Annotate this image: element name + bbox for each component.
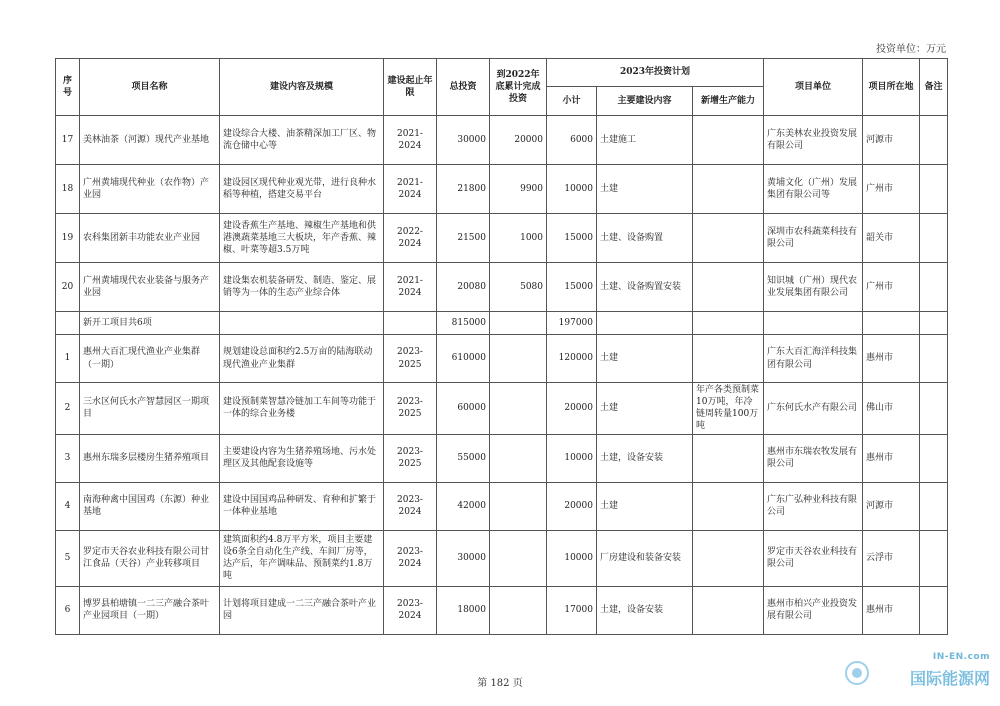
cell-sub: 20000 — [547, 383, 597, 435]
table-row — [56, 530, 948, 586]
header-remark: 备注 — [920, 59, 948, 116]
cell-name: 广州黄埔现代种业（农作物）产业园 — [80, 165, 220, 214]
cell-content: 建设园区现代种业观光带，进行良种水稻等种植，搭建交易平台 — [220, 165, 384, 214]
cell-sub: 120000 — [547, 335, 597, 383]
header-name: 项目名称 — [80, 59, 220, 116]
page-number: 第 182 页 — [477, 678, 523, 689]
cell-unit: 广东大百汇海洋科技集团有限公司 — [764, 335, 863, 383]
cell-name: 惠州大百汇现代渔业产业集群（一期） — [80, 335, 220, 383]
cell-done: 20000 — [490, 116, 547, 165]
cell-sub: 10000 — [547, 434, 597, 482]
cell-location: 佛山市 — [863, 383, 920, 435]
table-row — [56, 482, 948, 530]
cell-location — [863, 312, 920, 335]
header-done2022: 到2022年底累计完成投资 — [490, 59, 547, 116]
cell-plan-content — [597, 312, 693, 335]
cell-total: 21500 — [437, 214, 490, 263]
cell-plan-content: 土建，设备安装 — [597, 586, 693, 634]
cell-seq: 5 — [56, 530, 80, 586]
investment-table — [55, 58, 948, 635]
cell-remark — [920, 214, 948, 263]
cell-remark — [920, 116, 948, 165]
cell-location: 惠州市 — [863, 335, 920, 383]
cell-capacity — [693, 434, 764, 482]
cell-seq: 17 — [56, 116, 80, 165]
watermark-name: 国际能源网 — [909, 669, 990, 688]
cell-unit: 惠州市东瑞农牧发展有限公司 — [764, 434, 863, 482]
cell-remark — [920, 530, 948, 586]
table-row — [56, 383, 948, 435]
cell-plan-content: 土建 — [597, 165, 693, 214]
watermark-site: IN-EN.com — [932, 652, 990, 662]
cell-done — [490, 530, 547, 586]
cell-seq: 6 — [56, 586, 80, 634]
cell-total: 610000 — [437, 335, 490, 383]
cell-years: 2023-2024 — [384, 482, 437, 530]
cell-content: 建设集农机装备研发、制造、鉴定、展销等为一体的生态产业综合体 — [220, 263, 384, 312]
cell-name: 南海种禽中国国鸡（东源）种业基地 — [80, 482, 220, 530]
cell-done — [490, 586, 547, 634]
cell-capacity — [693, 312, 764, 335]
cell-content: 规划建设总面积约2.5万亩的陆海联动现代渔业产业集群 — [220, 335, 384, 383]
cell-sub: 6000 — [547, 116, 597, 165]
cell-total: 21800 — [437, 165, 490, 214]
cell-plan-content: 土建 — [597, 482, 693, 530]
cell-total: 30000 — [437, 116, 490, 165]
cell-years: 2021-2024 — [384, 116, 437, 165]
cell-plan-content: 土建，设备安装 — [597, 434, 693, 482]
cell-done: 1000 — [490, 214, 547, 263]
cell-unit — [764, 312, 863, 335]
cell-done — [490, 335, 547, 383]
cell-location: 广州市 — [863, 263, 920, 312]
watermark — [840, 652, 990, 692]
header-seq: 序号 — [56, 59, 80, 116]
cell-plan-content: 厂房建设和装备安装 — [597, 530, 693, 586]
cell-capacity — [693, 214, 764, 263]
cell-seq: 4 — [56, 482, 80, 530]
cell-unit: 黄埔文化（广州）发展集团有限公司等 — [764, 165, 863, 214]
cell-location: 河源市 — [863, 482, 920, 530]
cell-remark — [920, 312, 948, 335]
cell-seq: 3 — [56, 434, 80, 482]
cell-name: 美林油茶（河源）现代产业基地 — [80, 116, 220, 165]
cell-done: 5080 — [490, 263, 547, 312]
cell-name: 罗定市天谷农业科技有限公司甘江食品（天谷）产业转移项目 — [80, 530, 220, 586]
cell-total: 55000 — [437, 434, 490, 482]
cell-sub: 10000 — [547, 530, 597, 586]
cell-capacity — [693, 263, 764, 312]
table-row — [56, 335, 948, 383]
cell-seq: 18 — [56, 165, 80, 214]
cell-years: 2023-2024 — [384, 586, 437, 634]
cell-content: 主要建设内容为生猪养殖场地、污水处理区及其他配套设施等 — [220, 434, 384, 482]
cell-years: 2021-2024 — [384, 165, 437, 214]
cell-seq: 20 — [56, 263, 80, 312]
cell-remark — [920, 434, 948, 482]
cell-location: 惠州市 — [863, 434, 920, 482]
cell-remark — [920, 482, 948, 530]
cell-remark — [920, 165, 948, 214]
cell-name: 三水区何氏水产智慧园区一期项目 — [80, 383, 220, 435]
cell-location: 河源市 — [863, 116, 920, 165]
header-plan-content: 主要建设内容 — [597, 87, 693, 116]
cell-content: 建设预制菜智慧冷链加工车间等功能于一体的综合业务楼 — [220, 383, 384, 435]
cell-seq: 1 — [56, 335, 80, 383]
cell-unit: 罗定市天谷农业科技有限公司 — [764, 530, 863, 586]
watermark-logo-icon — [844, 660, 870, 686]
cell-years: 2023-2025 — [384, 335, 437, 383]
header-plan-sub: 小计 — [547, 87, 597, 116]
table-row — [56, 586, 948, 634]
header-content: 建设内容及规模 — [220, 59, 384, 116]
cell-total: 42000 — [437, 482, 490, 530]
header-plan2023: 2023年投资计划 — [547, 59, 764, 87]
cell-content: 建筑面积约4.8万平方米，项目主要建设6条全自动化生产线、车间厂房等，达产后，年产调味品、预制菜约1.8万吨 — [220, 530, 384, 586]
cell-capacity — [693, 116, 764, 165]
cell-content — [220, 312, 384, 335]
cell-total: 30000 — [437, 530, 490, 586]
table-row — [56, 434, 948, 482]
subtotal-label: 新开工项目共6项 — [80, 312, 220, 335]
cell-capacity — [693, 586, 764, 634]
cell-done — [490, 383, 547, 435]
subtotal-sub: 197000 — [547, 312, 597, 335]
cell-unit: 惠州市柏兴产业投资发展有限公司 — [764, 586, 863, 634]
cell-sub: 15000 — [547, 214, 597, 263]
cell-name: 广州黄埔现代农业装备与服务产业园 — [80, 263, 220, 312]
subtotal-row — [56, 312, 948, 335]
cell-years: 2023-2025 — [384, 434, 437, 482]
cell-name: 博罗县柏塘镇一二三产融合茶叶产业园项目（一期） — [80, 586, 220, 634]
cell-seq: 2 — [56, 383, 80, 435]
cell-years: 2021-2024 — [384, 263, 437, 312]
table-row — [56, 165, 948, 214]
header-years: 建设起止年限 — [384, 59, 437, 116]
header-row-1 — [56, 59, 948, 87]
cell-content: 建设香蕉生产基地、辣椒生产基地和供港澳蔬菜基地三大板块，年产香蕉、辣椒、叶菜等超3.5万吨 — [220, 214, 384, 263]
cell-remark — [920, 263, 948, 312]
cell-content: 计划将项目建成一二三产融合茶叶产业园 — [220, 586, 384, 634]
cell-total: 60000 — [437, 383, 490, 435]
table-row — [56, 214, 948, 263]
cell-unit: 深圳市农科蔬菜科技有限公司 — [764, 214, 863, 263]
cell-done — [490, 312, 547, 335]
cell-name: 惠州东瑞多层楼房生猪养殖项目 — [80, 434, 220, 482]
cell-plan-content: 土建、设备购置 — [597, 214, 693, 263]
cell-content: 建设综合大楼、油茶精深加工厂区、物流仓储中心等 — [220, 116, 384, 165]
cell-years: 2022-2024 — [384, 214, 437, 263]
header-total: 总投资 — [437, 59, 490, 116]
cell-capacity — [693, 530, 764, 586]
subtotal-total: 815000 — [437, 312, 490, 335]
cell-location: 云浮市 — [863, 530, 920, 586]
cell-plan-content: 土建施工 — [597, 116, 693, 165]
cell-done: 9900 — [490, 165, 547, 214]
cell-done — [490, 434, 547, 482]
cell-capacity — [693, 482, 764, 530]
cell-seq: 19 — [56, 214, 80, 263]
cell-location: 广州市 — [863, 165, 920, 214]
unit-note: 投资单位：万元 — [876, 44, 946, 55]
table-row — [56, 116, 948, 165]
cell-sub: 10000 — [547, 165, 597, 214]
cell-sub: 20000 — [547, 482, 597, 530]
header-plan-capacity: 新增生产能力 — [693, 87, 764, 116]
cell-seq — [56, 312, 80, 335]
cell-unit: 知识城（广州）现代农业发展集团有限公司 — [764, 263, 863, 312]
cell-unit: 广东何氏水产有限公司 — [764, 383, 863, 435]
cell-plan-content: 土建 — [597, 335, 693, 383]
cell-years: 2023-2024 — [384, 530, 437, 586]
cell-total: 20080 — [437, 263, 490, 312]
cell-years: 2023-2025 — [384, 383, 437, 435]
cell-years — [384, 312, 437, 335]
cell-capacity: 年产各类预制菜10万吨，年冷链周转量100万吨 — [693, 383, 764, 435]
cell-name: 农科集团新丰功能农业产业园 — [80, 214, 220, 263]
header-unit: 项目单位 — [764, 59, 863, 116]
cell-sub: 15000 — [547, 263, 597, 312]
cell-remark — [920, 335, 948, 383]
cell-capacity — [693, 165, 764, 214]
cell-total: 18000 — [437, 586, 490, 634]
cell-plan-content: 土建 — [597, 383, 693, 435]
cell-unit: 广东美林农业投资发展有限公司 — [764, 116, 863, 165]
cell-remark — [920, 383, 948, 435]
cell-sub: 17000 — [547, 586, 597, 634]
cell-content: 建设中国国鸡品种研发、育种和扩繁于一体种业基地 — [220, 482, 384, 530]
header-location: 项目所在地 — [863, 59, 920, 116]
cell-done — [490, 482, 547, 530]
cell-remark — [920, 586, 948, 634]
table-row — [56, 263, 948, 312]
cell-location: 韶关市 — [863, 214, 920, 263]
cell-plan-content: 土建、设备购置安装 — [597, 263, 693, 312]
cell-capacity — [693, 335, 764, 383]
cell-unit: 广东广弘种业科技有限公司 — [764, 482, 863, 530]
cell-location: 惠州市 — [863, 586, 920, 634]
